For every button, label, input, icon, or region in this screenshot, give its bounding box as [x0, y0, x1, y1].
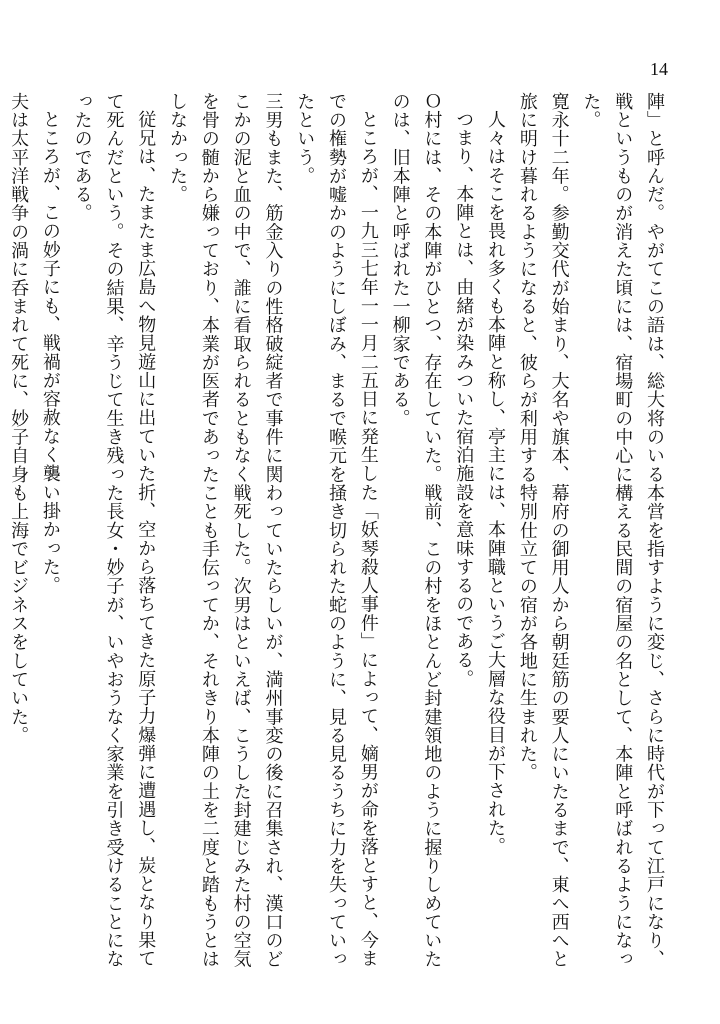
paragraph-4: つまり、本陣とは、由緒が染みついた宿泊施設を意味するのである。 — [453, 110, 475, 689]
paragraph-6: ところが、一九三七年一一月二五日に発生した「妖琴殺人事件」によって、嫡男が命を落とすと、今までの権勢が嘘かのようにしぼみ、まるで喉元を掻き切られた蛇のように、見る見るうちに力を失っていったという。 — [294, 92, 379, 969]
paragraph-2: 寛永十二年。参勤交代が始まり、大名や旗本、幕府の御用人から朝廷筋の要人にいたるまで、東へ西へと旅に明け暮れるようになると、彼らが利用する特別仕立ての宿が各地に生まれた。 — [516, 92, 570, 969]
vertical-body-text — [8, 92, 670, 972]
page-number: 14 — [650, 59, 668, 79]
paragraph-3: 人々はそこを畏れ多くも本陣と称し、亭主には、本陣職というご大層な役目が下された。 — [485, 110, 507, 856]
paragraph-1: 陣」と呼んだ。やがてこの語は、総大将のいる本営を指すように変じ、さらに時代が下って江戸になり、戦というものが消えた頃には、宿場町の中心に構える民間の宿屋の名として、本陣と呼ばれるようになった。 — [580, 92, 665, 969]
paragraph-8: 従兄は、たまたま広島へ物見遊山に出ていた折、空から落ちてきた原子力爆弾に遭遇し、炭となり果てて死んだという。その結果、辛うじて生き残った長女・妙子が、いやおうなく家業を引き受けることになったのである。 — [71, 92, 157, 969]
paragraph-10: 夫は太平洋戦争の渦に呑まれて死に、妙子自身も上海でビジネスをしていた。 — [8, 92, 30, 745]
paragraph-9: ところが、この妙子にも、戦禍が容赦なく襲い掛かった。 — [39, 110, 61, 595]
paragraph-7: 三男もまた、筋金入りの性格破綻者で事件に関わっていたらしいが、満州事変の後に召集され、漢口のどこかの泥と血の中で、誰に看取られるともなく戦死した。次男はといえば、こうした封建じみた村の空気を骨の髄から嫌っており、本業が医者であったことも手伝ってか、それきり本陣の土を二度と踏もうとはしなかった。 — [167, 92, 284, 969]
paragraph-5: Ｏ村には、その本陣がひとつ、存在していた。戦前、この村をほとんど封建領地のように握りしめていたのは、旧本陣と呼ばれた一柳家である。 — [389, 92, 443, 969]
